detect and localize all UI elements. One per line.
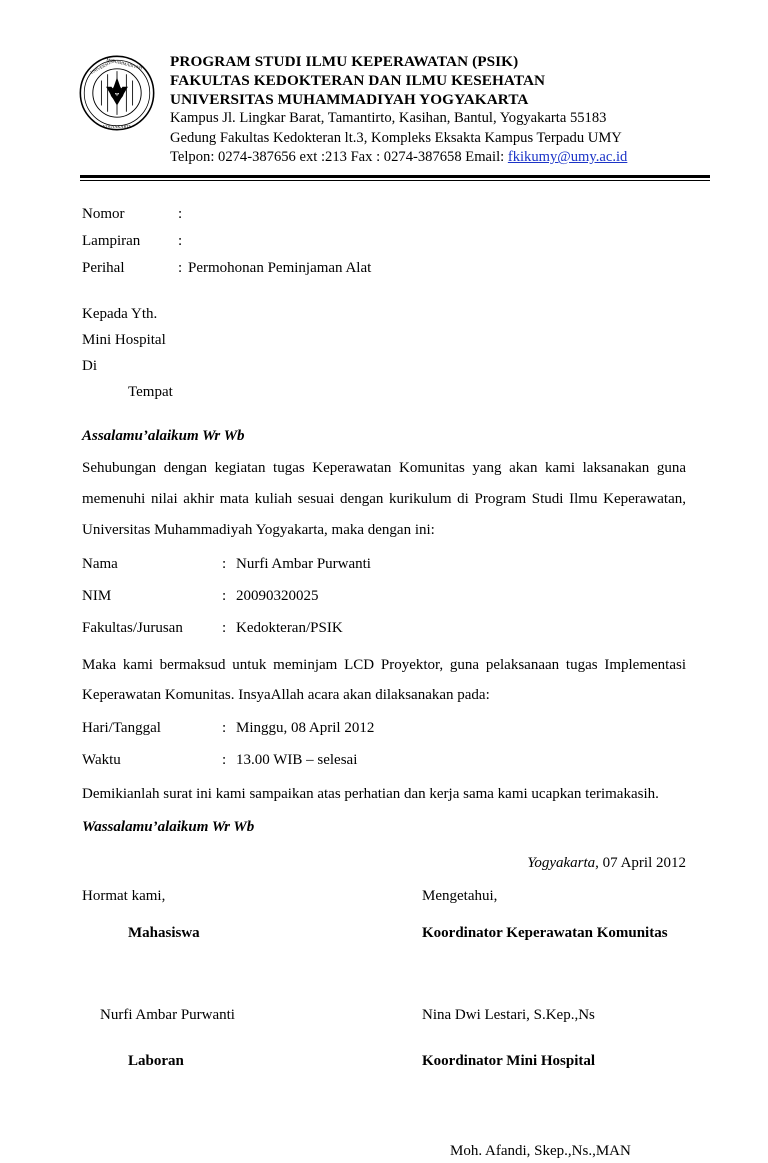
field-perihal-label: Perihal (82, 259, 125, 276)
recipient-line-1: Kepada Yth. (82, 305, 158, 322)
field-perihal-separator: : (178, 259, 183, 276)
identity-nim-separator: : (222, 588, 227, 605)
recipient-line-3: Di (82, 357, 97, 374)
identity-fakultas-label: Fakultas/Jurusan (82, 620, 183, 637)
schedule-time-value: 13.00 WIB – selesai (236, 752, 358, 769)
identity-nama-separator: : (222, 556, 227, 573)
campus-address: Kampus Jl. Lingkar Barat, Tamantirto, Kasihan, Bantul, Yogyakarta 55183 (170, 110, 607, 126)
greeting: Assalamu’alaikum Wr Wb (82, 427, 245, 444)
signature-right-label: Mengetahui, (422, 887, 498, 904)
field-lampiran-value (188, 228, 710, 255)
final-signatory-name: Moh. Afandi, Skep.,Ns.,MAN (450, 1142, 631, 1159)
identity-fakultas-separator: : (222, 620, 227, 637)
signature-right-role: Koordinator Keperawatan Komunitas (422, 924, 668, 941)
identity-nim-value: 20090320025 (236, 588, 319, 605)
identity-nim-label: NIM (82, 588, 112, 605)
identity-nama-value: Nurfi Ambar Purwanti (236, 556, 371, 573)
signature-left-label: Hormat kami, (82, 887, 166, 904)
field-nomor-label: Nomor (82, 205, 125, 222)
divider-thin (80, 180, 710, 181)
divider-thick (80, 175, 710, 178)
field-lampiran-label: Lampiran (82, 232, 141, 249)
letterhead (82, 44, 710, 168)
paragraph-request: Maka kami bermaksud untuk meminjam LCD Proyektor, guna pelaksanaan tugas Implementasi Keperawatan Komunitas. InsyaAllah acara akan dilaksanakan pada: (82, 657, 686, 704)
recipient-line-2: Mini Hospital (82, 331, 166, 348)
signature-left-bottom-role: Laboran (128, 1052, 184, 1069)
identity-fakultas (82, 612, 710, 644)
building-address: Gedung Fakultas Kedokteran lt.3, Kompleks Eksakta Kampus Terpadu UMY (170, 129, 622, 146)
field-lampiran (82, 228, 710, 255)
svg-text:MUHAMMADIYAH: MUHAMMADIYAH (106, 56, 143, 71)
org-line-1: PROGRAM STUDI ILMU KEPERAWATAN (PSIK) (170, 53, 519, 70)
schedule-time-separator: : (222, 752, 227, 769)
letter-body (82, 201, 710, 1163)
schedule-date-value: Minggu, 08 April 2012 (236, 720, 375, 737)
signature-right-bottom-role: Koordinator Mini Hospital (422, 1052, 596, 1069)
spacer-1 (82, 282, 710, 301)
place-date-rest: , 07 April 2012 (595, 855, 686, 871)
field-lampiran-separator: : (178, 232, 183, 249)
recipient-line-4: Tempat (128, 383, 173, 400)
letterhead-text (170, 44, 710, 168)
svg-text:YOGYAKARTA: YOGYAKARTA (102, 124, 132, 130)
header-divider (80, 175, 710, 181)
paragraph-closing: Demikianlah surat ini kami sampaikan atas perhatian dan kerja sama kami ucapkan terimakasih. (82, 786, 659, 803)
signature-right (422, 883, 710, 1073)
signature-right-name: Nina Dwi Lestari, S.Kep.,Ns (422, 1006, 595, 1023)
org-line-2: FAKULTAS KEDOKTERAN DAN ILMU KESEHATAN (170, 72, 546, 89)
signature-block (82, 883, 710, 1073)
schedule-time (82, 744, 710, 776)
field-perihal-value: Permohonan Peminjaman Alat (188, 259, 372, 276)
paragraph-intro: Sehubungan dengan kegiatan tugas Keperawatan Komunitas yang akan kami laksanakan guna memenuhi nilai akhir mata kuliah sesuai dengan kurikulum di Program Studi Ilmu Keperawatan, Universitas Muhammadiyah Yogyakarta, maka dengan ini: (82, 460, 686, 539)
signature-left-name: Nurfi Ambar Purwanti (100, 1006, 235, 1023)
email-link[interactable]: fkikumy@umy.ac.id (507, 149, 628, 165)
schedule-date (82, 712, 710, 744)
place-city: Yogyakarta (527, 855, 596, 871)
contact-line (170, 148, 710, 168)
org-line-3: UNIVERSITAS MUHAMMADIYAH YOGYAKARTA (170, 91, 529, 108)
schedule-date-label: Hari/Tanggal (82, 720, 161, 737)
svg-text:UNIVERSITAS: UNIVERSITAS (89, 57, 116, 75)
identity-nim (82, 580, 710, 612)
field-nomor (82, 201, 710, 228)
identity-fakultas-value: Kedokteran/PSIK (236, 620, 343, 637)
identity-nama-label: Nama (82, 556, 118, 573)
place-date (82, 853, 710, 875)
field-perihal (82, 255, 710, 282)
field-nomor-value (188, 201, 710, 228)
university-seal-icon (78, 54, 156, 132)
schedule-date-separator: : (222, 720, 227, 737)
contact-prefix: Telpon: 0274-387656 ext :213 Fax : 0274-387658 Email: (170, 149, 508, 165)
farewell: Wassalamu’alaikum Wr Wb (82, 819, 255, 836)
identity-nama (82, 548, 710, 580)
signature-left (82, 883, 422, 1073)
signature-left-role: Mahasiswa (128, 924, 200, 941)
field-nomor-separator: : (178, 205, 183, 222)
schedule-time-label: Waktu (82, 752, 121, 769)
